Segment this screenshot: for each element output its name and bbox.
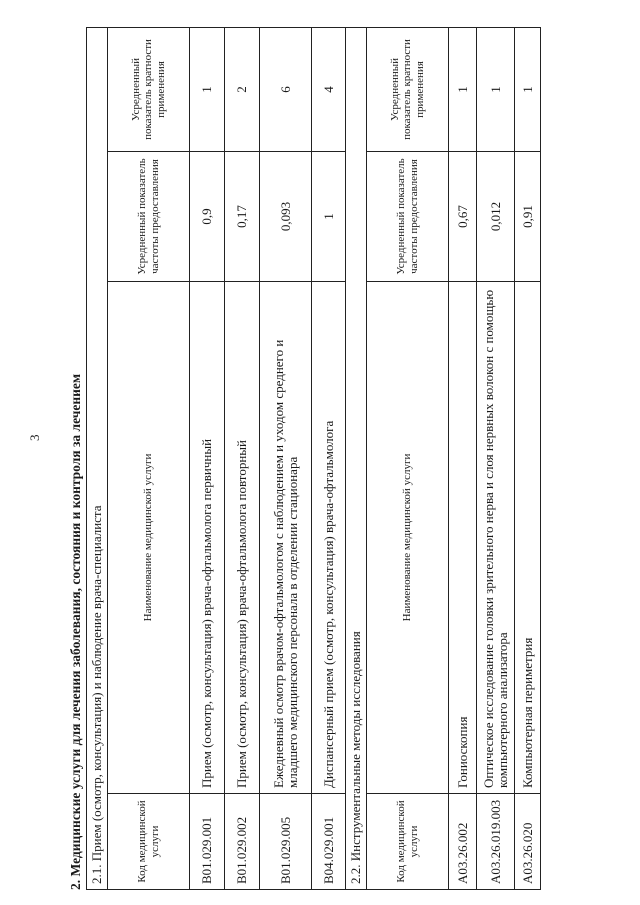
- service-code: A03.26.020: [515, 794, 541, 890]
- service-name: Компьютерная периметрия: [515, 282, 541, 794]
- header-code: Код медицинской услуги: [108, 794, 190, 890]
- frequency-value: 0,91: [515, 152, 541, 282]
- frequency-value: 0,17: [225, 152, 260, 282]
- multiplicity-value: 6: [260, 27, 312, 151]
- service-name: Диспансерный прием (осмотр, консультация) врача-офтальмолога: [312, 282, 346, 794]
- table-caption: 2.1. Прием (осмотр, консультация) и наблюдение врача-специалиста: [87, 27, 108, 889]
- table-caption: 2.2. Инструментальные методы исследования: [346, 27, 367, 889]
- multiplicity-value: 1: [477, 27, 515, 151]
- header-name: Наименование медицинской услуги: [108, 282, 190, 794]
- service-code: A03.26.019.003: [477, 794, 515, 890]
- service-name: Прием (осмотр, консультация) врача-офтальмолога повторный: [225, 282, 260, 794]
- multiplicity-value: 4: [312, 27, 346, 151]
- frequency-value: 0,093: [260, 152, 312, 282]
- service-code: B01.029.002: [225, 794, 260, 890]
- header-multiplicity: Усредненный показатель кратности применения: [367, 27, 449, 151]
- service-name: Оптическое исследование головки зрительного нерва и слоя нервных волокон с помощью компьютерного анализатора: [477, 282, 515, 794]
- section-heading: 2. Медицинские услуги для лечения заболевания, состояния и контроля за лечением: [68, 373, 83, 890]
- multiplicity-value: 1: [449, 27, 477, 151]
- page-number: 3: [27, 434, 42, 441]
- table-caption-row: [346, 27, 367, 889]
- multiplicity-value: 2: [225, 27, 260, 151]
- service-name: Прием (осмотр, консультация) врача-офтальмолога первичный: [190, 282, 225, 794]
- service-code: A03.26.002: [449, 794, 477, 890]
- table-row: [190, 27, 225, 889]
- multiplicity-value: 1: [515, 27, 541, 151]
- header-name: Наименование медицинской услуги: [367, 282, 449, 794]
- frequency-value: 0,67: [449, 152, 477, 282]
- header-code: Код медицинской услуги: [367, 794, 449, 890]
- header-multiplicity: Усредненный показатель кратности применения: [108, 27, 190, 151]
- table-row: [260, 27, 312, 889]
- service-name: Ежедневный осмотр врачом-офтальмологом с наблюдением и уходом среднего и младшего медицинского персонала в отделении стационара: [260, 282, 312, 794]
- table-row: [515, 27, 541, 889]
- table-header-row: [367, 27, 449, 889]
- services-table-consultations: [86, 27, 346, 890]
- service-code: B01.029.001: [190, 794, 225, 890]
- frequency-value: 1: [312, 152, 346, 282]
- header-frequency: Усредненный показатель частоты предоставления: [367, 152, 449, 282]
- multiplicity-value: 1: [190, 27, 225, 151]
- table-header-row: [108, 27, 190, 889]
- header-frequency: Усредненный показатель частоты предоставления: [108, 152, 190, 282]
- table-row: [449, 27, 477, 889]
- service-code: B04.029.001: [312, 794, 346, 890]
- table-row: [225, 27, 260, 889]
- services-table-instrumental: [345, 27, 541, 890]
- frequency-value: 0,9: [190, 152, 225, 282]
- table-row: [477, 27, 515, 889]
- service-name: Гониоскопия: [449, 282, 477, 794]
- frequency-value: 0,012: [477, 152, 515, 282]
- table-row: [312, 27, 346, 889]
- service-code: B01.029.005: [260, 794, 312, 890]
- table-caption-row: [87, 27, 108, 889]
